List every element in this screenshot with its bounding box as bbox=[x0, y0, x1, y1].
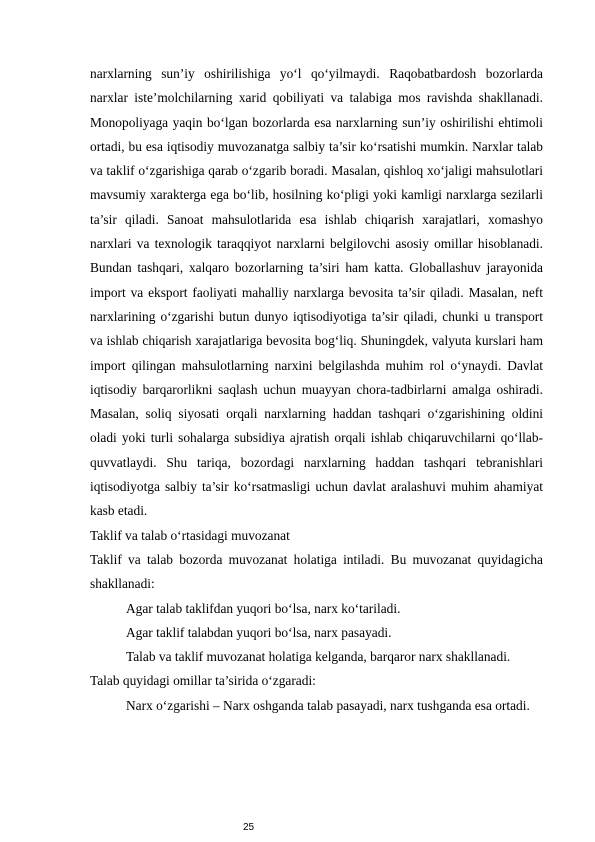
list-item: Agar talab taklifdan yuqori bo‘lsa, narx ko‘tariladi. bbox=[126, 600, 401, 616]
list-item: Narx o‘zgarishi – Narx oshganda talab pasayadi, narx tushganda esa ortadi. bbox=[126, 697, 530, 713]
list-item: Agar taklif talabdan yuqori bo‘lsa, narx pasayadi. bbox=[126, 624, 392, 640]
page-number: 25 bbox=[243, 822, 255, 833]
list-item: Talab va taklif muvozanat holatiga kelganda, barqaror narx shakllanadi. bbox=[126, 649, 511, 665]
body-paragraph: narxlarning sun’iy oshirilishiga yo‘l qo‘yilmaydi. Raqobatbardosh bozorlarda narxlar iste’molchilarning xarid qobiliyati va talabiga mos ravishda shakllanadi. Monopoliyaga yaqin bo‘lgan bozorlarda esa narxlarning sun’iy oshirilishi ehtimoli ortadi, bu esa iqtisodiy muvozanatga salbiy ta’sir ko‘rsatishi mumkin. Narxlar talab va taklif o‘zgarishiga qarab o‘zgarib boradi. Masalan, qishloq xo‘jaligi mahsulotlari mavsumiy xarakterga ega bo‘lib, hosilning ko‘pligi yoki kamligi narxlarga sezilarli ta’sir qiladi. Sanoat mahsulotlarida esa ishlab chiqarish xarajatlari, xomashyo narxlari va texnologik taraqqiyot narxlarni belgilovchi asosiy omillar hisoblanadi. Bundan tashqari, xalqaro bozorlarning ta’siri ham katta. Globallashuv jarayonida import va eksport faoliyati mahalliy narxlarga bevosita ta’sir qiladi. Masalan, neft narxlarining o‘zgarishi butun dunyo iqtisodiyotiga ta’sir qiladi, chunki u transport va ishlab chiqarish xarajatlariga bevosita bog‘liq. Shuningdek, valyuta kurslari ham import qilingan mahsulotlarning narxini belgilashda muhim rol o‘ynaydi. Davlat iqtisodiy barqarorlikni saqlash uchun muayyan chora-tadbirlarni amalga oshiradi. Masalan, soliq siyosati orqali narxlarning haddan tashqari o‘zgarishining oldini oladi yoki turli sohalarga subsidiya ajratish orqali ishlab chiqaruvchilarni qo‘llab-quvvatlaydi. Shu tariqa, bozordagi narxlarning haddan tashqari tebranishlari iqtisodiyotga salbiy ta’sir ko‘rsatmasligi uchun davlat aralashuvi muhim ahamiyat kasb etadi. bbox=[90, 66, 543, 519]
section-heading: Taklif va talab o‘rtasidagi muvozanat bbox=[90, 527, 290, 543]
body-paragraph: Talab quyidagi omillar ta’sirida o‘zgaradi: bbox=[90, 673, 316, 689]
body-paragraph: Taklif va talab bozorda muvozanat holatiga intiladi. Bu muvozanat quyidagicha shakllanadi: bbox=[90, 551, 543, 592]
document-page bbox=[90, 62, 543, 718]
